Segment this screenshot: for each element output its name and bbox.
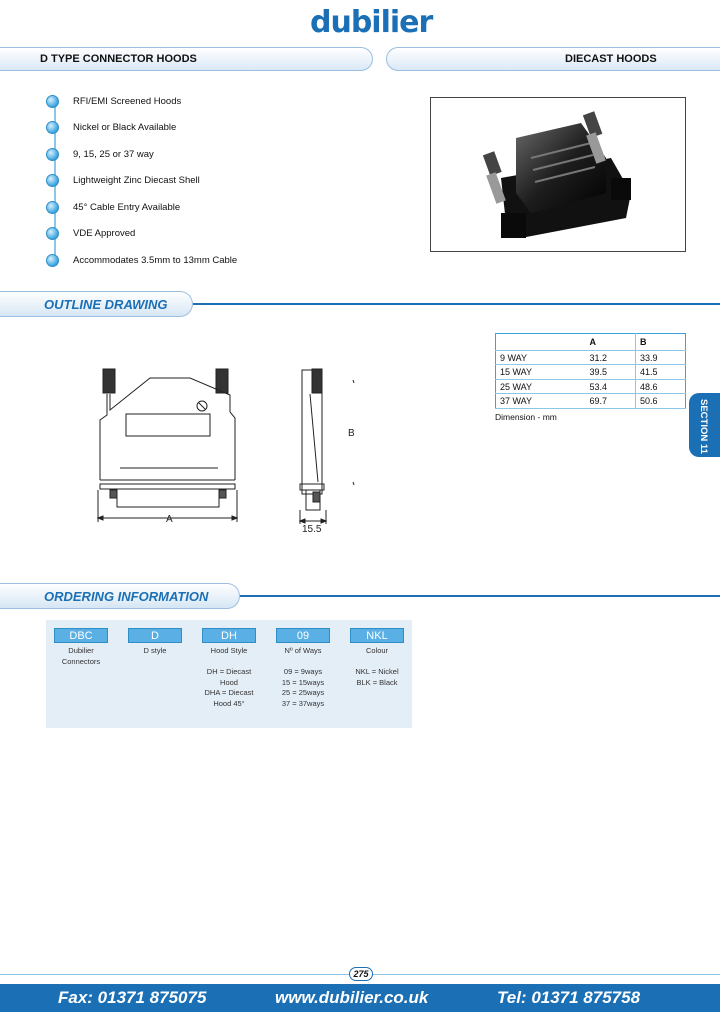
table-cell: 9 WAY bbox=[496, 350, 586, 365]
bullet-icon bbox=[46, 254, 59, 267]
bullet-icon bbox=[46, 201, 59, 214]
order-code-description: Hood Style DH = Diecast Hood DHA = Diecast Hood 45° bbox=[204, 646, 254, 708]
footer-website[interactable]: www.dubilier.co.uk bbox=[275, 988, 429, 1007]
footer-fax: Fax: 01371 875075 bbox=[58, 988, 207, 1007]
list-item bbox=[46, 141, 386, 168]
dimension-table bbox=[495, 333, 686, 409]
feature-text: Nickel or Black Available bbox=[73, 122, 177, 134]
outline-tab bbox=[0, 291, 193, 317]
order-code-column bbox=[54, 628, 108, 667]
list-item bbox=[46, 88, 386, 115]
logo-area bbox=[0, 0, 720, 44]
footer-bar bbox=[0, 984, 720, 1012]
bullet-icon bbox=[46, 227, 59, 240]
product-title: DIECAST HOODS bbox=[565, 53, 657, 65]
list-item bbox=[46, 115, 386, 142]
order-code-description: Colour NKL = Nickel BLK = Black bbox=[355, 646, 399, 687]
column-header bbox=[496, 334, 586, 351]
list-item bbox=[46, 247, 386, 274]
outline-drawing bbox=[90, 360, 390, 540]
order-code-description: Dubilier Connectors bbox=[61, 646, 101, 666]
table-row bbox=[496, 394, 686, 409]
bullet-icon bbox=[46, 95, 59, 108]
page-title: D TYPE CONNECTOR HOODS bbox=[40, 53, 197, 65]
page-number: 275 bbox=[349, 967, 373, 981]
label-depth: 15.5 bbox=[302, 524, 322, 535]
ordering-section-header bbox=[0, 583, 720, 609]
order-code-column bbox=[202, 628, 256, 709]
connector-hood-image bbox=[431, 98, 686, 252]
order-code: D bbox=[128, 628, 182, 643]
table-cell: 50.6 bbox=[636, 394, 686, 409]
feature-text: Accommodates 3.5mm to 13mm Cable bbox=[73, 254, 238, 266]
table-cell: 41.5 bbox=[636, 365, 686, 380]
order-code-column bbox=[276, 628, 330, 709]
outline-heading: OUTLINE DRAWING bbox=[44, 297, 168, 312]
dubilier-logo: dubilier bbox=[310, 5, 433, 40]
header-bar bbox=[0, 47, 720, 73]
section-tab-label: SECTION 11 bbox=[698, 399, 709, 454]
table-cell: 69.7 bbox=[586, 394, 636, 409]
dimension-note: Dimension - mm bbox=[495, 412, 557, 422]
table-cell: 53.4 bbox=[586, 379, 636, 394]
table-cell: 15 WAY bbox=[496, 365, 586, 380]
table-row bbox=[496, 350, 686, 365]
feature-text: Lightweight Zinc Diecast Shell bbox=[73, 175, 200, 187]
table-cell: 33.9 bbox=[636, 350, 686, 365]
order-code: DBC bbox=[54, 628, 108, 643]
product-photo bbox=[430, 97, 686, 252]
label-b: B bbox=[348, 428, 355, 439]
order-code: NKL bbox=[350, 628, 404, 643]
table-cell: 37 WAY bbox=[496, 394, 586, 409]
order-code-column bbox=[350, 628, 404, 688]
section-tab bbox=[689, 393, 720, 457]
table-cell: 31.2 bbox=[586, 350, 636, 365]
order-code-column bbox=[128, 628, 182, 657]
header-right-tab bbox=[386, 47, 720, 71]
column-header-b: B bbox=[636, 334, 686, 351]
ordering-panel bbox=[46, 620, 412, 728]
list-item bbox=[46, 194, 386, 221]
feature-text: 9, 15, 25 or 37 way bbox=[73, 148, 154, 160]
feature-text: VDE Approved bbox=[73, 228, 136, 240]
order-code-description: D style bbox=[143, 646, 167, 655]
bullet-icon bbox=[46, 121, 59, 134]
feature-text: 45° Cable Entry Available bbox=[73, 201, 181, 213]
list-item bbox=[46, 221, 386, 248]
table-row bbox=[496, 365, 686, 380]
table-cell: 39.5 bbox=[586, 365, 636, 380]
table-header-row bbox=[496, 334, 686, 351]
ordering-heading: ORDERING INFORMATION bbox=[44, 589, 209, 604]
divider bbox=[240, 595, 720, 597]
table-cell: 48.6 bbox=[636, 379, 686, 394]
list-item bbox=[46, 168, 386, 195]
order-code: 09 bbox=[276, 628, 330, 643]
table-row bbox=[496, 379, 686, 394]
order-code-description: Nº of Ways 09 = 9ways 15 = 15ways 25 = 25ways 37 = 37ways bbox=[281, 646, 325, 708]
table-cell: 25 WAY bbox=[496, 379, 586, 394]
column-header-a: A bbox=[586, 334, 636, 351]
order-code: DH bbox=[202, 628, 256, 643]
ordering-tab bbox=[0, 583, 240, 609]
label-a: A bbox=[166, 514, 173, 525]
bullet-icon bbox=[46, 174, 59, 187]
bullet-icon bbox=[46, 148, 59, 161]
header-left-tab bbox=[0, 47, 373, 71]
footer-telephone: Tel: 01371 875758 bbox=[497, 988, 641, 1007]
outline-section-header bbox=[0, 291, 720, 317]
divider bbox=[193, 303, 720, 305]
feature-text: RFI/EMI Screened Hoods bbox=[73, 95, 182, 107]
feature-list bbox=[46, 88, 386, 274]
